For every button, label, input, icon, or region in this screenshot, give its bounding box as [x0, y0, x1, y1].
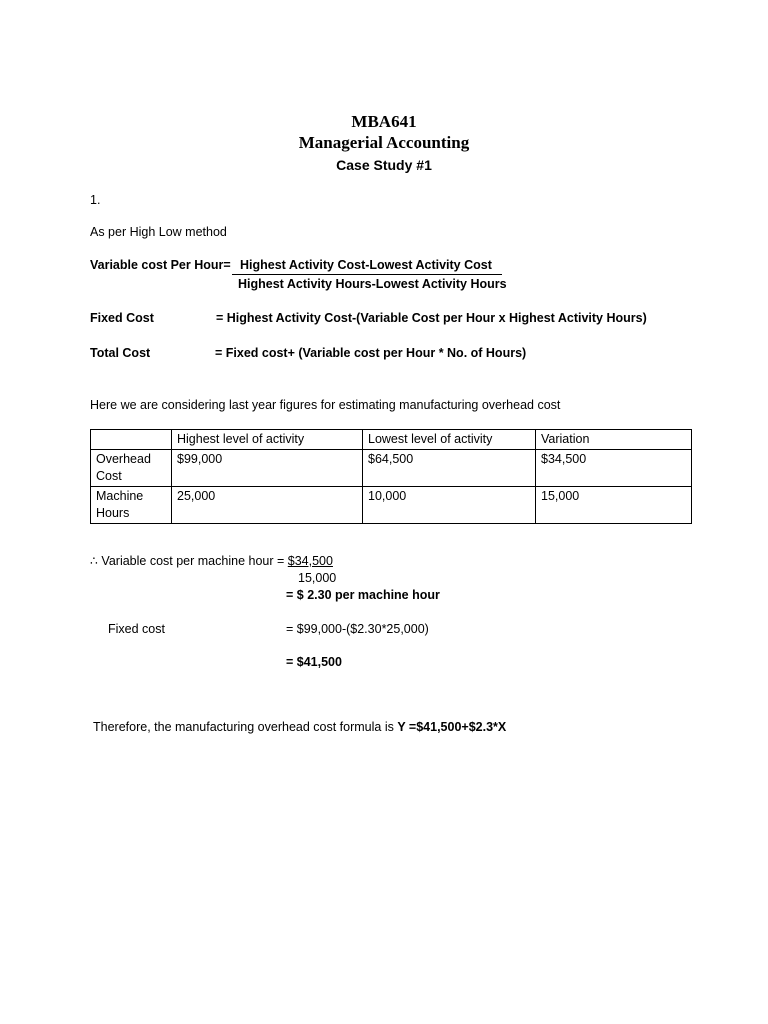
variable-cost-result: = $ 2.30 per machine hour	[286, 588, 440, 602]
variable-cost-calc	[90, 553, 333, 568]
table-cell: 10,000	[363, 487, 536, 524]
total-cost-label: Total Cost	[90, 346, 151, 360]
variable-cost-calc-prefix: ∴ Variable cost per machine hour =	[90, 554, 288, 568]
table-header-cell: Variation	[536, 430, 692, 450]
method-line: As per High Low method	[90, 225, 227, 239]
table-cell: $99,000	[172, 450, 363, 487]
table-row	[91, 450, 692, 487]
question-number: 1.	[90, 193, 101, 207]
variable-cost-denominator: Highest Activity Hours-Lowest Activity Hours	[238, 277, 507, 291]
fixed-cost-expression: = Highest Activity Cost-(Variable Cost per Hour x Highest Activity Hours)	[216, 311, 647, 325]
variable-cost-calc-denominator: 15,000	[298, 571, 337, 585]
row-label	[91, 487, 172, 524]
course-name: Managerial Accounting	[298, 133, 470, 152]
fixed-cost-calc-expression: = $99,000-($2.30*25,000)	[286, 622, 429, 636]
row-label-line: Hours	[96, 506, 130, 520]
row-label-line: Cost	[96, 469, 122, 483]
variable-cost-numerator: Highest Activity Cost-Lowest Activity Cost	[232, 258, 502, 275]
table-header-cell	[91, 430, 172, 450]
table-cell: 15,000	[536, 487, 692, 524]
conclusion-formula: Y =$41,500+$2.3*X	[397, 720, 507, 734]
intro-line: Here we are considering last year figures for estimating manufacturing overhead cost	[90, 398, 561, 412]
conclusion-text: Therefore, the manufacturing overhead cost formula is	[93, 720, 398, 734]
table-cell: $34,500	[536, 450, 692, 487]
row-label	[91, 450, 172, 487]
total-cost-expression: = Fixed cost+ (Variable cost per Hour * No. of Hours)	[215, 346, 527, 360]
activity-table	[90, 429, 692, 524]
row-label-line: Machine	[96, 489, 144, 503]
course-code: MBA641	[351, 112, 417, 131]
table-row	[91, 487, 692, 524]
table-header-cell: Highest level of activity	[172, 430, 363, 450]
case-title: Case Study #1	[336, 157, 432, 173]
fixed-cost-result: = $41,500	[286, 655, 342, 669]
fixed-cost-calc-label: Fixed cost	[108, 622, 165, 636]
table-header-row	[91, 430, 692, 450]
conclusion-line	[93, 720, 506, 734]
table-cell: 25,000	[172, 487, 363, 524]
table-cell: $64,500	[363, 450, 536, 487]
row-label-line: Overhead	[96, 452, 151, 466]
table-header-cell: Lowest level of activity	[363, 430, 536, 450]
variable-cost-label: Variable cost Per Hour=	[90, 258, 231, 272]
fixed-cost-label: Fixed Cost	[90, 311, 154, 325]
variable-cost-calc-numerator: $34,500	[287, 554, 333, 568]
